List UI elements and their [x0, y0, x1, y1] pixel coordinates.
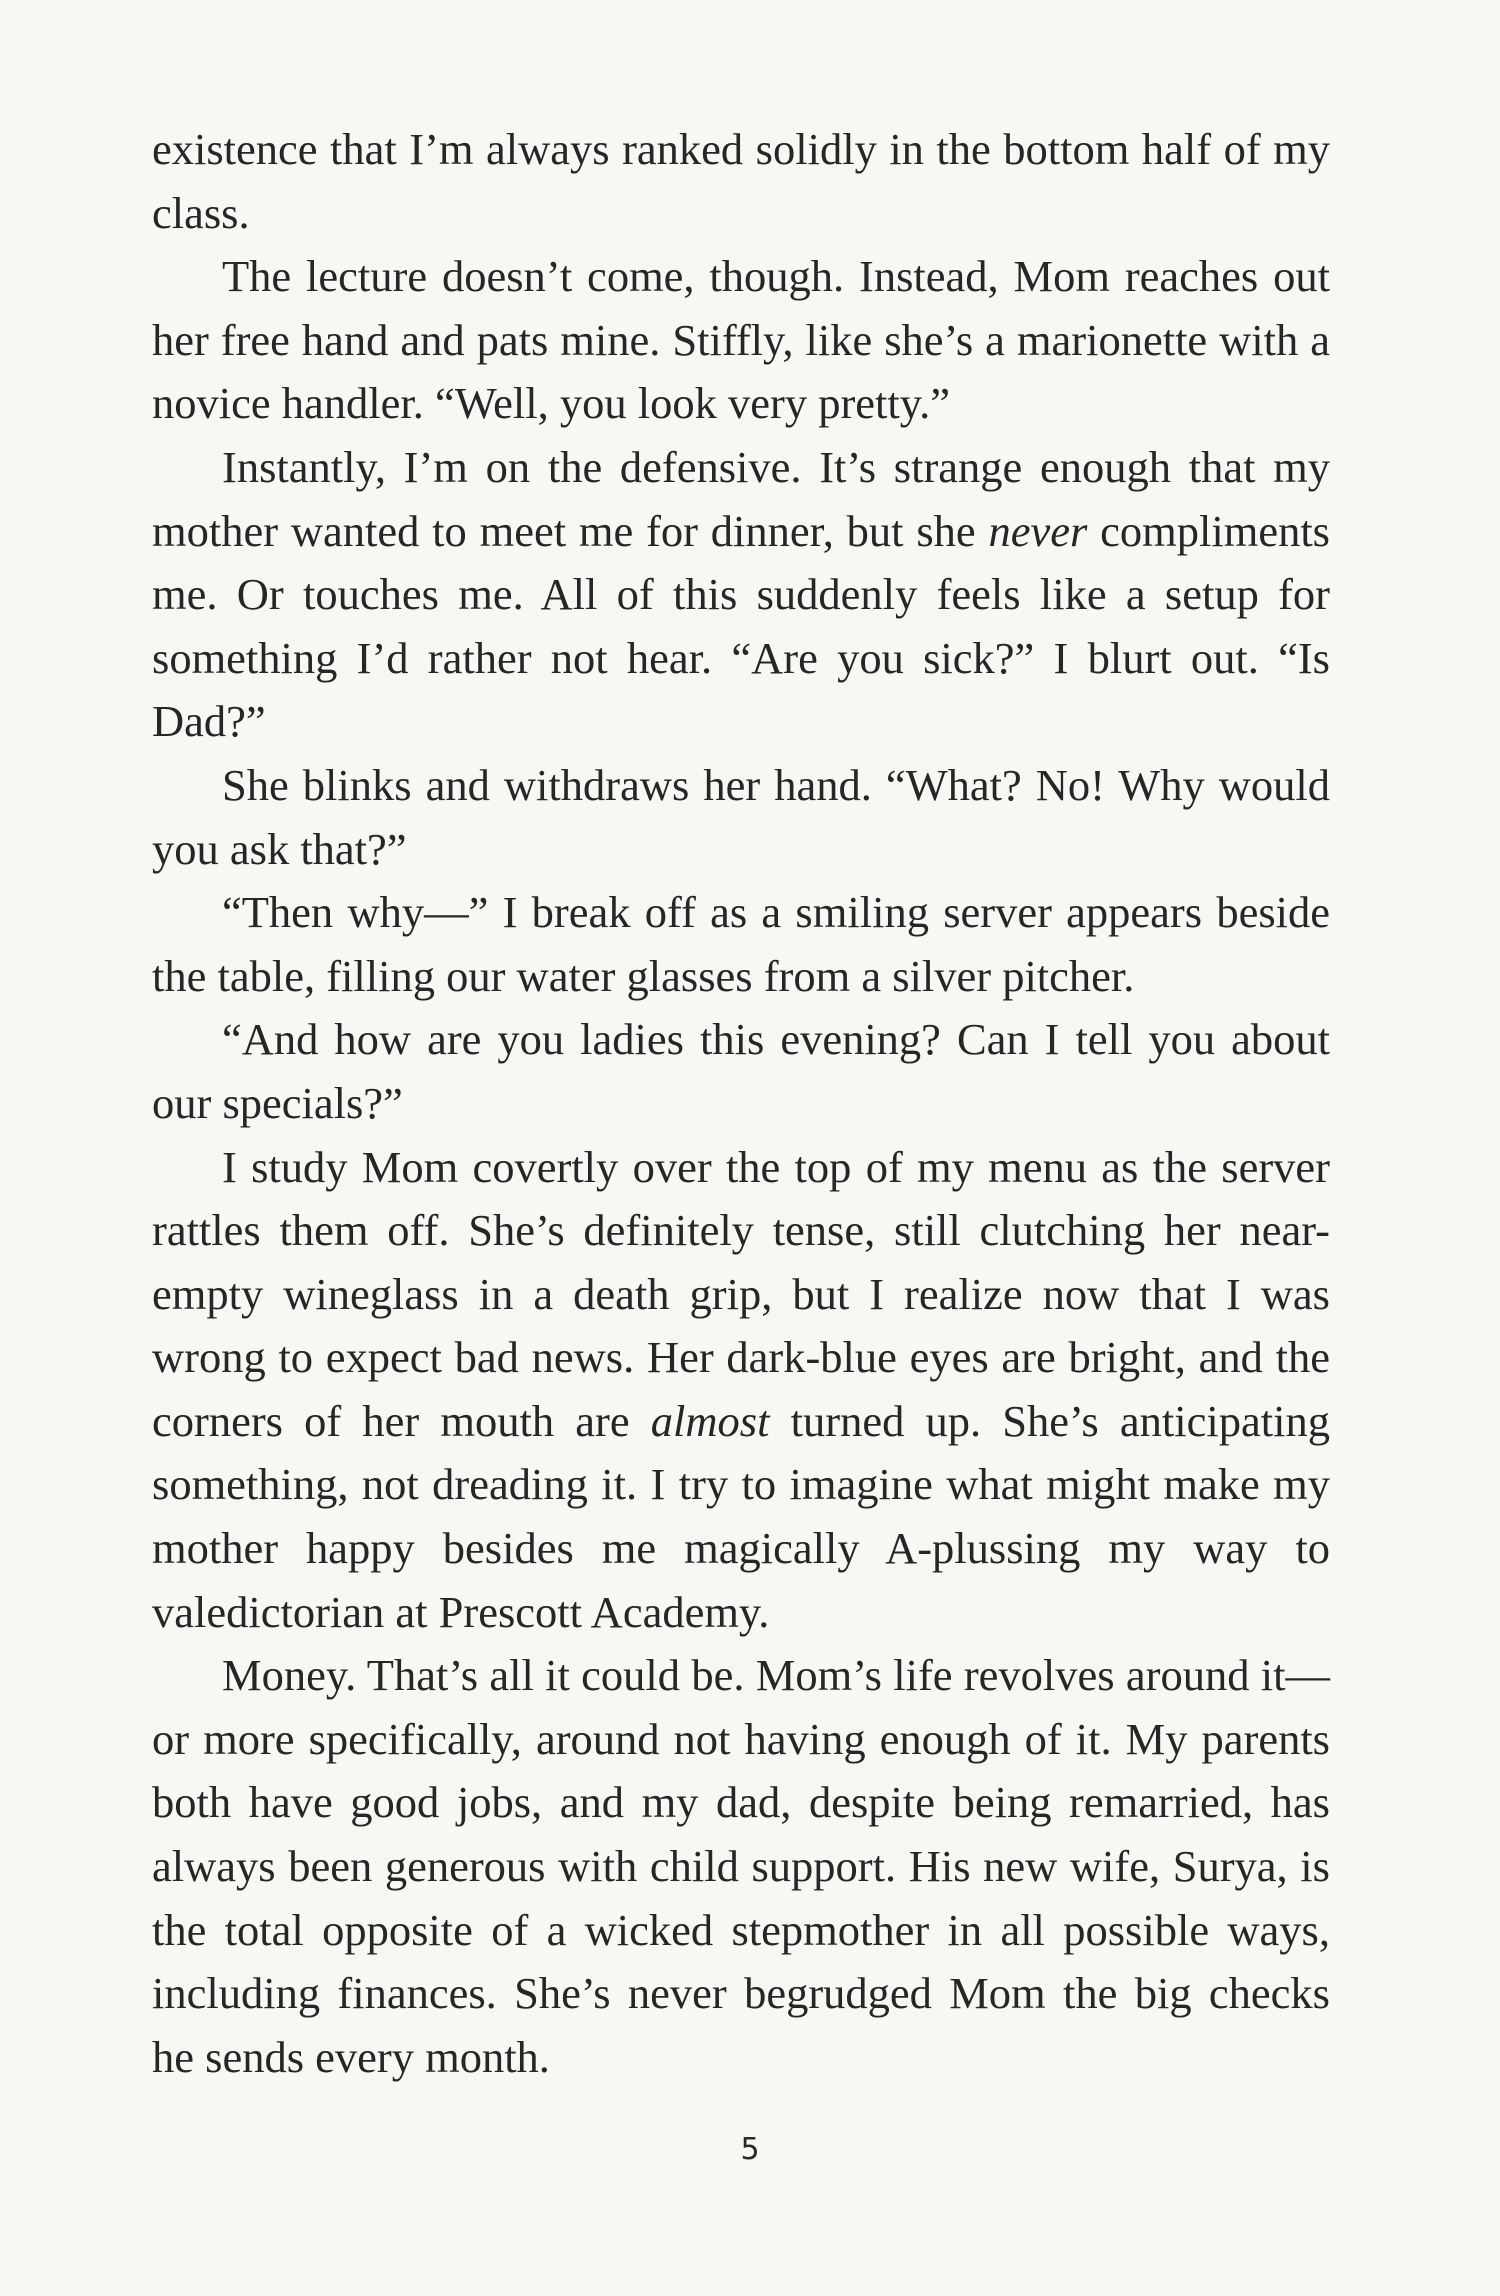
paragraph-1: existence that I’m always ranked solidly in the bottom half of my class. — [152, 124, 1330, 238]
body-text — [152, 118, 1330, 2089]
paragraph-7-part-1: I study Mom covertly over the top of my menu as the server rattles them off. She’s definitely tense, still clutching her near-empty wineglass in a death grip, but I realize now that I was wrong to expect bad news. Her dark-blue eyes are bright, and the corners of her mouth are — [152, 1141, 1330, 1446]
emphasis-never: never — [988, 505, 1088, 556]
paragraph-3 — [152, 436, 1330, 754]
paragraph-6: “And how are you ladies this evening? Can I tell you about our specials?” — [152, 1014, 1330, 1128]
paragraph-3-part-1: Instantly, I’m on the defensive. It’s strange enough that my mother wanted to meet me for dinner, but she — [152, 441, 1330, 556]
paragraph-8: Money. That’s all it could be. Mom’s life revolves around it—or more specifically, around not having enough of it. My parents both have good jobs, and my dad, despite being remarried, has always been generous with child support. His new wife, Surya, is the total opposite of a wicked stepmother in all possible ways, including finances. She’s never begrudged Mom the big checks he sends every month. — [152, 1650, 1330, 2082]
paragraph-7 — [152, 1136, 1330, 1645]
emphasis-almost: almost — [650, 1395, 770, 1446]
paragraph-2: The lecture doesn’t come, though. Instead, Mom reaches out her free hand and pats mine. Stiffly, like she’s a marionette with a novice handler. “Well, you look very pretty.” — [152, 251, 1330, 429]
paragraph-4: She blinks and withdraws her hand. “What? No! Why would you ask that?” — [152, 759, 1330, 874]
paragraph-7-part-2: turned up. She’s anticipating something, not dreading it. I try to imagine what might make my mother happy besides me magically A-plussing my way to valedictorian at Prescott Academy. — [152, 1395, 1330, 1637]
paragraph-5: “Then why—” I break off as a smiling server appears beside the table, filling our water glasses from a silver pitcher. — [152, 887, 1330, 1001]
paragraph-3-part-2: compliments me. Or touches me. All of this suddenly feels like a setup for something I’d rather not hear. “Are you sick?” I blurt out. “Is Dad?” — [152, 505, 1331, 747]
page-number: 5 — [740, 2132, 760, 2167]
